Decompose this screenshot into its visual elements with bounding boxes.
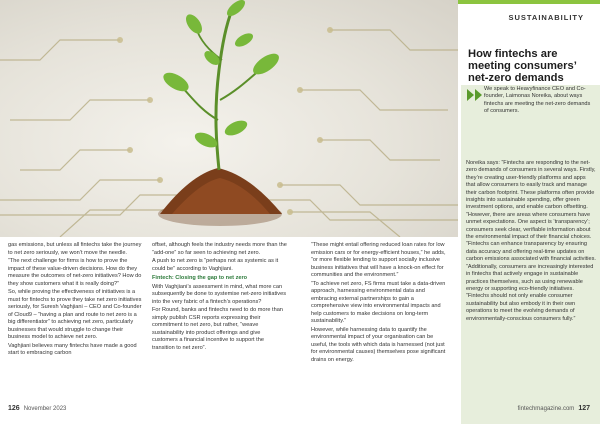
paragraph: offset, although feels the industry needs more than the “add-one” so far seen to achieving net zero. — [152, 242, 287, 256]
footer-left — [8, 405, 66, 412]
paragraph: “The next challenge for firms is how to prove the impact of these value-driven decisions. How do they measure the outcomes of net-zero initiatives? How do they show customers what it is really doing?” — [8, 258, 142, 287]
accent-rule — [458, 0, 600, 4]
body-column-3 — [311, 242, 446, 365]
paragraph: With Vaghjiani’s assessment in mind, what more can subsequently be done to systemise net-zero initiatives into the very fabric of a fintech’s operations? — [152, 283, 287, 305]
paragraph: So, while proving the effectiveness of initiatives is a must for fintechs to prove they take net zero initiatives seriously, for Suresh Vaghjiani – CEO and Co-founder of Cloud9 – “having a plan and route to net zero is a big differentiator” to achieving net zero, particularly businesses that would struggle to change their business model to achieve net zero. — [8, 289, 142, 340]
issue-date: November 2023 — [23, 406, 67, 412]
subheading: Fintech: Closing the gap to net zero — [152, 275, 248, 281]
paragraph: However, while harnessing data to quantify the environmental impact of your organisation can be useful, the tools with which data is harnessed (not just for environmental causes) themselves pose significant drains on energy. — [311, 326, 446, 363]
circuit-board-illustration — [0, 0, 458, 237]
sidebar-body: Noreika says: “Fintechs are responding to the net-zero demands of consumers in several ways. Firstly, they’re creating user-friendly platforms and apps that allow consumers to easily track and manage their carbon footprint. These platforms often provide insights into sustainable spending, offer green investment options, and enable carbon offsetting. “However, there are areas where consumers have unmet expectations. One aspect is ‘transparency’; consumers seek clear, verifiable information about the environmental impact of their financial choices. “Fintechs can enhance transparency by ensuring data accuracy and offering real-time updates on carbon emissions associated with financial activities. “Additionally, consumers are increasingly interested in fintechs that actively engage in sustainable practices themselves, such as using renewable energy or supporting eco-friendly initiatives. “Fintechs should not only enable consumer sustainability but also embody it in their own operations to meet the evolving demands of environmentally-conscious consumers fully.” — [466, 160, 596, 322]
paragraph: “These might entail offering reduced loan rates for low emission cars or for energy-efficient houses,” he adds, “or more flexible lending to support socially inclusive business initiatives that will have a knock-on effect for communities and the environment.” — [311, 242, 446, 278]
sidebar-intro: We speak to Heavyfinance CEO and Co-founder, Laimonas Noreika, about ways fintechs are meeting the net-zero demands of consumers. — [484, 86, 591, 115]
chevron-double-icon — [466, 89, 484, 101]
paragraph: gas emissions, but unless all fintechs take the journey to net zero seriously, we won’t move the needle. — [8, 242, 142, 256]
body-column-1 — [8, 242, 143, 359]
paragraph: Vaghjiani believes many fintechs have made a good start to embracing carbon — [8, 342, 137, 356]
section-label: SUSTAINABILITY — [508, 13, 584, 22]
site-url: fintechmagazine.com — [517, 406, 575, 412]
page-number-right: 127 — [578, 405, 590, 412]
body-column-2 — [152, 242, 287, 353]
footer-right — [518, 405, 590, 412]
sidebar-title: How fintechs are meeting consumers’ net-zero demands — [468, 48, 577, 84]
paragraph: For Round, banks and fintechs need to do more than simply publish CSR reports expressing their commitment to net zero, but rather, “weave sustainability into product offerings and give customers a financial incentive to support the transition to net zero”. — [152, 307, 283, 351]
hero-image-seedling-circuit — [0, 0, 458, 237]
page-number-left: 126 — [8, 405, 20, 412]
paragraph: “To achieve net zero, FS firms must take a data-driven approach, harnessing environmental data and embracing external partnerships to gain a comprehensive view into environmental impacts and help customers to make decisions on long-term sustainability.” — [311, 280, 446, 324]
paragraph: A push to net zero is “perhaps not as systemic as it could be” according to Vaghjiani. — [152, 258, 279, 272]
